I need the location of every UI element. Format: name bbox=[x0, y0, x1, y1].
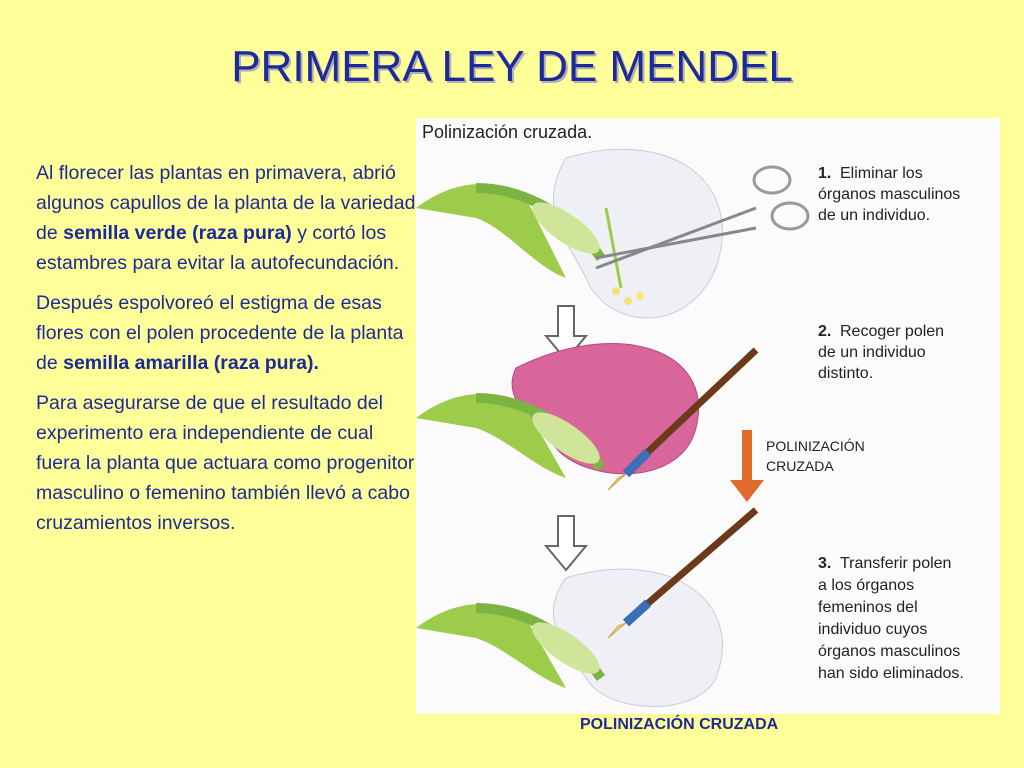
figure-caption: POLINIZACIÓN CRUZADA bbox=[580, 716, 779, 733]
step-2-line-1: Recoger polen bbox=[840, 323, 945, 340]
step-3-line-1: Transferir polen bbox=[840, 555, 952, 572]
p1-text-end: y cortó los estambres para evitar la autofecundación. bbox=[36, 222, 400, 274]
paragraph-2 bbox=[36, 288, 421, 378]
slide-title: PRIMERA LEY DE MENDEL bbox=[231, 42, 793, 91]
paragraph-1 bbox=[36, 158, 421, 278]
step-2-line-2: de un individuo bbox=[818, 344, 926, 361]
p2-text: Después espolvoreó el estigma de esas flores con el polen procedente de la planta de bbox=[36, 292, 404, 374]
figure-heading: Polinización cruzada. bbox=[422, 122, 593, 142]
p1-bold: semilla verde (raza pura) bbox=[63, 222, 292, 244]
step-1-line-1: Eliminar los bbox=[840, 165, 923, 182]
step-1-line-3: de un individuo. bbox=[818, 207, 931, 224]
step-3-line-3: femeninos del bbox=[818, 599, 918, 616]
paragraph-3: Para asegurarse de que el resultado del experimento era independiente de cual fuera la planta que actuara como progenitor masculino o femenino también llevó a cabo cruzamientos inversos. bbox=[36, 392, 415, 534]
step-3-line-4: individuo cuyos bbox=[818, 621, 928, 638]
p1-text: Al florecer las plantas en primavera, abrió algunos capullos de la planta de la variedad de bbox=[36, 162, 416, 244]
step-3-line-5: órganos masculinos bbox=[818, 643, 961, 660]
step-3-line-2: a los órganos bbox=[818, 577, 915, 594]
step-3-line-6: han sido eliminados. bbox=[818, 665, 964, 682]
cross-pollination-figure bbox=[416, 118, 1000, 714]
step-1-number: 1. bbox=[818, 165, 832, 182]
cross-label-line-2: CRUZADA bbox=[766, 458, 834, 474]
body-text bbox=[36, 158, 421, 548]
cross-label-line-1: POLINIZACIÓN bbox=[766, 438, 865, 454]
step-3-number: 3. bbox=[818, 555, 832, 572]
step-2-line-3: distinto. bbox=[818, 365, 874, 382]
step-1-line-2: órganos masculinos bbox=[818, 186, 961, 203]
p2-bold: semilla amarilla (raza pura). bbox=[63, 352, 319, 374]
step-2-number: 2. bbox=[818, 323, 832, 340]
